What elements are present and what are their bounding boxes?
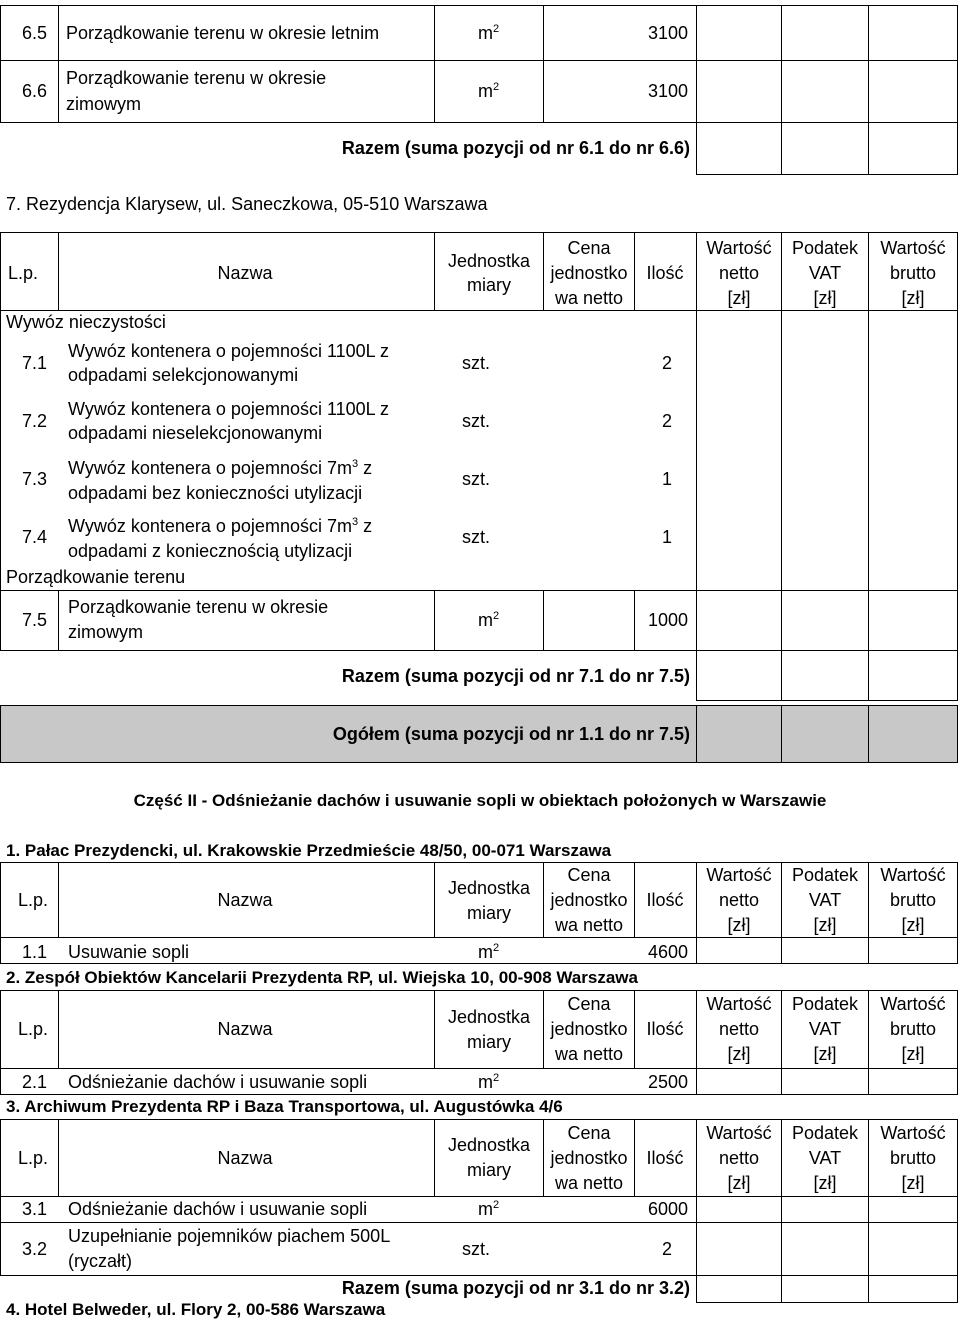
row-7-3-lp: 7.3 xyxy=(22,469,48,489)
s3-header-net-line2: netto xyxy=(718,1148,760,1168)
row-7-5-qty: 1000 xyxy=(647,610,688,630)
s1-header-price-line2: jednostko xyxy=(550,890,628,910)
header-lp: L.p. xyxy=(8,263,39,283)
row-7-2-name-line1: Wywóz kontenera o pojemności 1100L z xyxy=(68,399,390,419)
s2-header-gross-line2: brutto xyxy=(889,1019,937,1039)
s1-header-gross-line3: [zł] xyxy=(901,915,925,935)
header-unit-line2: miary xyxy=(467,275,511,295)
header-name: Nazwa xyxy=(217,263,273,283)
row-7-3-qty: 1 xyxy=(661,469,672,489)
header-gross-line2: brutto xyxy=(889,263,937,283)
s1-header-gross-line1: Wartość xyxy=(880,865,946,885)
row-6-5-name: Porządkowanie terenu w okresie letnim xyxy=(66,23,380,43)
grand-total-label: Ogółem (suma pozycji od nr 1.1 do nr 7.5) xyxy=(332,724,690,744)
row-3-2-lp: 3.2 xyxy=(22,1239,48,1259)
s3-header-net-line3: [zł] xyxy=(727,1173,751,1193)
s2-header-unit-line1: Jednostka xyxy=(447,1007,531,1027)
s1-header-net-line1: Wartość xyxy=(706,865,772,885)
s2-header-net-line3: [zł] xyxy=(727,1044,751,1064)
subtotal-s3: Razem (suma pozycji od nr 3.1 do nr 3.2) xyxy=(341,1278,690,1298)
row-7-4-unit: szt. xyxy=(462,527,491,547)
group-waste-title: Wywóz nieczystości xyxy=(6,312,166,332)
row-7-3-unit: szt. xyxy=(462,469,491,489)
row-3-1-lp: 3.1 xyxy=(22,1199,48,1219)
row-6-5-lp: 6.5 xyxy=(22,23,48,43)
s1-header-name: Nazwa xyxy=(217,890,273,910)
row-7-1-name-line1: Wywóz kontenera o pojemności 1100L z xyxy=(68,341,390,361)
row-7-2-qty: 2 xyxy=(661,411,672,431)
group-order-title: Porządkowanie terenu xyxy=(6,567,186,587)
s1-header-vat-line3: [zł] xyxy=(813,915,837,935)
row-1-1-qty: 4600 xyxy=(647,942,688,962)
s1-header-gross-line2: brutto xyxy=(889,890,937,910)
row-6-6-name-line1: Porządkowanie terenu w okresie xyxy=(66,68,327,88)
row-1-1-name: Usuwanie sopli xyxy=(68,942,190,962)
row-2-1-unit: $m^2$ xyxy=(478,1072,500,1092)
s1-header-lp: L.p. xyxy=(18,890,49,910)
row-7-5-name-line2: zimowym xyxy=(68,622,143,642)
row-2-1-qty: 2500 xyxy=(647,1072,688,1092)
row-1-1-lp: 1.1 xyxy=(22,942,48,962)
s3-header-price-line3: wa netto xyxy=(554,1173,624,1193)
header-gross-line1: Wartość xyxy=(880,238,946,258)
s3-header-price-line2: jednostko xyxy=(550,1148,628,1168)
row-7-1-unit: szt. xyxy=(462,353,491,373)
header-price-line3: wa netto xyxy=(554,288,624,308)
s2-header-name: Nazwa xyxy=(217,1019,273,1039)
s2-header-gross-line3: [zł] xyxy=(901,1044,925,1064)
row-7-3-name-line2: odpadami bez konieczności utylizacji xyxy=(68,483,363,503)
s2-header-vat-line3: [zł] xyxy=(813,1044,837,1064)
row-2-1-name: Odśnieżanie dachów i usuwanie sopli xyxy=(68,1072,368,1092)
row-1-1-unit: $m^2$ xyxy=(478,942,500,962)
s2-header-vat-line2: VAT xyxy=(808,1019,842,1039)
s3-header-gross-line1: Wartość xyxy=(880,1123,946,1143)
s3-header-unit-line1: Jednostka xyxy=(447,1135,531,1155)
row-7-5-name-line1: Porządkowanie terenu w okresie xyxy=(68,597,329,617)
s3-header-price-line1: Cena xyxy=(567,1123,611,1143)
row-7-1-qty: 2 xyxy=(661,353,672,373)
s2-header-price-line2: jednostko xyxy=(550,1019,628,1039)
row-6-6-qty: 3100 xyxy=(647,81,688,101)
row-3-2-unit: szt. xyxy=(462,1239,491,1259)
s1-header-vat-line2: VAT xyxy=(808,890,842,910)
s3-header-lp: L.p. xyxy=(18,1148,49,1168)
row-6-5-qty: 3100 xyxy=(647,23,688,43)
s1-header-price-line3: wa netto xyxy=(554,915,624,935)
header-vat-line1: Podatek xyxy=(791,238,859,258)
header-vat-line3: [zł] xyxy=(813,288,837,308)
row-3-2-name-line2: (ryczałt) xyxy=(68,1251,132,1271)
s1-header-price-line1: Cena xyxy=(567,865,611,885)
header-net-line3: [zł] xyxy=(727,288,751,308)
s3-header-net-line1: Wartość xyxy=(706,1123,772,1143)
s3-header-vat-line3: [zł] xyxy=(813,1173,837,1193)
section-2-title: 2. Zespół Obiektów Kancelarii Prezydenta RP, ul. Wiejska 10, 00-908 Warszawa xyxy=(6,968,638,987)
s2-header-price-line1: Cena xyxy=(567,994,611,1014)
s2-header-vat-line1: Podatek xyxy=(791,994,859,1014)
header-gross-line3: [zł] xyxy=(901,288,925,308)
row-7-4-qty: 1 xyxy=(661,527,672,547)
s2-header-qty: Ilość xyxy=(646,1019,684,1039)
header-net-line2: netto xyxy=(718,263,760,283)
s2-header-gross-line1: Wartość xyxy=(880,994,946,1014)
row-6-6-unit: $m^2$ xyxy=(478,81,500,101)
row-7-1-name-line2: odpadami selekcjonowanymi xyxy=(68,365,299,385)
s1-header-net-line3: [zł] xyxy=(727,915,751,935)
row-2-1-lp: 2.1 xyxy=(22,1072,48,1092)
section-3-title: 3. Archiwum Prezydenta RP i Baza Transportowa, ul. Augustówka 4/6 xyxy=(6,1097,563,1116)
header-price-line2: jednostko xyxy=(550,263,628,283)
header-vat-line2: VAT xyxy=(808,263,842,283)
s1-header-net-line2: netto xyxy=(718,890,760,910)
header-price-line1: Cena xyxy=(567,238,611,258)
row-6-6-lp: 6.6 xyxy=(22,81,48,101)
row-7-3-name-line1: Wywóz kontenera o pojemności $7m^3$ z xyxy=(68,458,373,478)
s1-header-unit-line1: Jednostka xyxy=(447,878,531,898)
s2-header-price-line3: wa netto xyxy=(554,1044,624,1064)
header-unit-line1: Jednostka xyxy=(447,251,531,271)
s1-header-vat-line1: Podatek xyxy=(791,865,859,885)
row-6-6-name-line2: zimowym xyxy=(66,94,141,114)
row-3-2-name-line1: Uzupełnianie pojemników piachem 500L xyxy=(68,1226,391,1246)
row-7-2-lp: 7.2 xyxy=(22,411,48,431)
s3-header-gross-line2: brutto xyxy=(889,1148,937,1168)
section-4-title: 4. Hotel Belweder, ul. Flory 2, 00-586 Warszawa xyxy=(6,1300,386,1319)
header-net-line1: Wartość xyxy=(706,238,772,258)
row-7-4-name-line2: odpadami z koniecznością utylizacji xyxy=(68,541,353,561)
row-7-5-lp: 7.5 xyxy=(22,610,48,630)
row-3-1-name: Odśnieżanie dachów i usuwanie sopli xyxy=(68,1199,368,1219)
row-6-5-unit: $m^2$ xyxy=(478,23,500,43)
s3-header-gross-line3: [zł] xyxy=(901,1173,925,1193)
row-3-1-qty: 6000 xyxy=(647,1199,688,1219)
s3-header-vat-line2: VAT xyxy=(808,1148,842,1168)
s2-header-lp: L.p. xyxy=(18,1019,49,1039)
s3-header-unit-line2: miary xyxy=(467,1160,511,1180)
section-7-title: 7. Rezydencja Klarysew, ul. Saneczkowa, 05-510 Warszawa xyxy=(6,194,488,214)
subtotal-7: Razem (suma pozycji od nr 7.1 do nr 7.5) xyxy=(341,666,690,686)
row-7-4-lp: 7.4 xyxy=(22,527,48,547)
s1-header-qty: Ilość xyxy=(646,890,684,910)
s3-header-name: Nazwa xyxy=(217,1148,273,1168)
row-7-5-unit: $m^2$ xyxy=(478,610,500,630)
row-7-1-lp: 7.1 xyxy=(22,353,48,373)
s1-header-unit-line2: miary xyxy=(467,903,511,923)
s3-header-vat-line1: Podatek xyxy=(791,1123,859,1143)
s2-header-unit-line2: miary xyxy=(467,1032,511,1052)
row-7-2-name-line2: odpadami nieselekcjonowanymi xyxy=(68,423,323,443)
row-3-2-qty: 2 xyxy=(661,1239,672,1259)
header-qty: Ilość xyxy=(646,263,684,283)
part-2-title: Część II - Odśnieżanie dachów i usuwanie sopli w obiektach położonych w Warszawie xyxy=(133,791,827,810)
s3-header-qty: Ilość xyxy=(646,1148,684,1168)
row-7-4-name-line1: Wywóz kontenera o pojemności $7m^3$ z xyxy=(68,516,373,536)
section-1-title: 1. Pałac Prezydencki, ul. Krakowskie Przedmieście 48/50, 00-071 Warszawa xyxy=(6,841,612,860)
s2-header-net-line1: Wartość xyxy=(706,994,772,1014)
subtotal-6: Razem (suma pozycji od nr 6.1 do nr 6.6) xyxy=(341,138,690,158)
row-3-1-unit: $m^2$ xyxy=(478,1199,500,1219)
row-7-2-unit: szt. xyxy=(462,411,491,431)
s2-header-net-line2: netto xyxy=(718,1019,760,1039)
